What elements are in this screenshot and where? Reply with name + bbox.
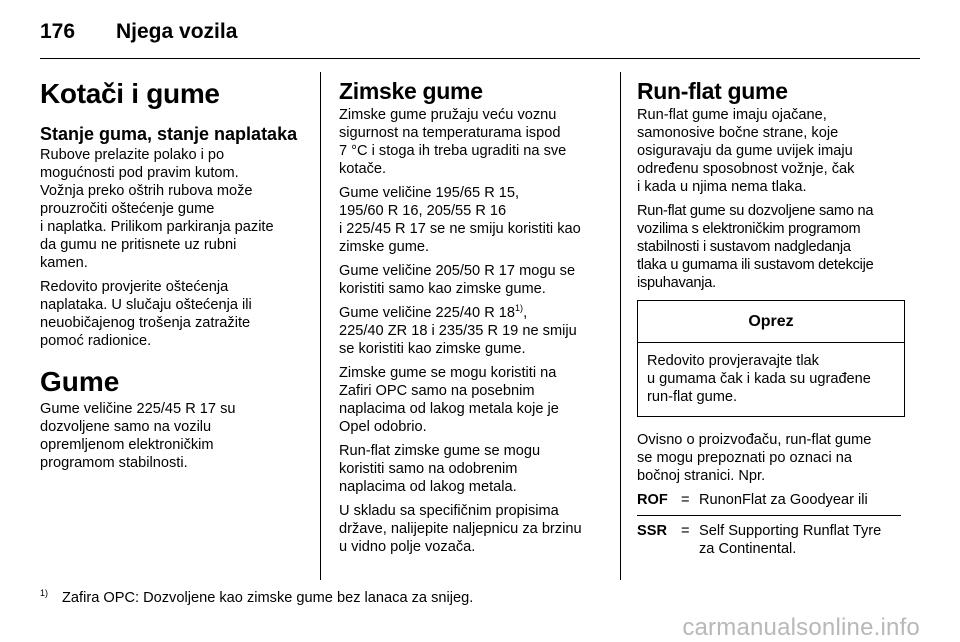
footnote xyxy=(40,590,473,606)
paragraph: Run-flat gume su dozvoljene samo na vozilima s elektroničkim programom stabilnosti i sustavom nadgledanja tlaka u gumama ili sustavom detekcije ispuhavanja. xyxy=(637,203,874,291)
paragraph-text: Gume veličine 225/40 R 18 xyxy=(339,305,516,321)
footnote-reference[interactable]: 1) xyxy=(515,303,524,314)
paragraph: Run-flat gume imaju ojačane, samonosive bočne strane, koje osiguravaju da gume uvijek imaju određenu sposobnost vožnje, čak i kada u njima nema tlaka. xyxy=(637,107,855,195)
footnote-text: Zafira OPC: Dozvoljene kao zimske gume bez lanaca za snijeg. xyxy=(62,590,474,606)
page-header xyxy=(40,20,237,44)
header-rule xyxy=(40,58,920,59)
column-1 xyxy=(40,78,310,478)
column-2 xyxy=(339,78,609,562)
column-divider-2 xyxy=(620,72,621,580)
column-3 xyxy=(637,78,905,563)
definition-row xyxy=(637,522,905,558)
paragraph: Zimske gume se mogu koristiti na Zafiri OPC samo na posebnim naplacima od lakog metala koje je Opel odobrio. xyxy=(339,365,559,435)
definition-term: ROF xyxy=(637,492,668,508)
subsection-heading-winter-tires: Zimske gume xyxy=(339,78,483,104)
paragraph-text: , 225/40 ZR 18 i 235/35 R 19 ne smiju se koristiti kao zimske gume. xyxy=(339,305,577,357)
subsection-heading-tire-condition: Stanje guma, stanje naplataka xyxy=(40,124,298,144)
paragraph: Run-flat zimske gume se mogu koristiti samo na odobrenim naplacima od lakog metala. xyxy=(339,443,541,495)
subsection-heading-run-flat-tires: Run-flat gume xyxy=(637,78,788,104)
definition-divider xyxy=(637,515,901,516)
definition-term: SSR xyxy=(637,523,668,539)
paragraph: U skladu sa specifičnim propisima države, nalijepite naljepnicu za brzinu u vidno polje vozača. xyxy=(339,503,582,555)
paragraph: Ovisno o proizvođaču, run-flat gume se mogu prepoznati po oznaci na bočnoj stranici. Npr. xyxy=(637,432,872,484)
section-title: Kotači i gume xyxy=(40,78,220,109)
paragraph: Rubove prelazite polako i po mogućnosti pod pravim kutom. Vožnja preko oštrih rubova može prouzročiti oštećenje gume i naplatka. Prilikom parkiranja pazite da gumu ne pritisnete uz rubni kamen. xyxy=(40,147,274,271)
definition-value: RunonFlat za Goodyear ili xyxy=(699,492,868,508)
definition-equals: = xyxy=(681,492,690,508)
definition-equals: = xyxy=(681,523,690,539)
footnote-mark: 1) xyxy=(40,588,49,599)
paragraph xyxy=(339,304,609,358)
paragraph: Redovito provjerite oštećenja naplataka. U slučaju oštećenja ili neuobičajenog trošenja zatražite pomoć radionice. xyxy=(40,279,252,349)
page-number: 176 xyxy=(40,20,76,43)
paragraph: Gume veličine 195/65 R 15, 195/60 R 16, 205/55 R 16 i 225/45 R 17 se ne smiju koristiti kao zimske gume. xyxy=(339,185,581,255)
paragraph: Gume veličine 225/45 R 17 su dozvoljene samo na vozilu opremljenom elektroničkim programom stabilnosti. xyxy=(40,401,236,471)
column-divider-1 xyxy=(320,72,321,580)
paragraph: Gume veličine 205/50 R 17 mogu se koristiti samo kao zimske gume. xyxy=(339,263,576,297)
paragraph: Zimske gume pružaju veću voznu sigurnost na temperaturama ispod 7 °C i stoga ih treba ugraditi na sve kotače. xyxy=(339,107,567,177)
watermark: carmanualsonline.info xyxy=(682,614,920,641)
caution-title: Oprez xyxy=(638,301,904,343)
caution-text: Redovito provjeravajte tlak u gumama čak i kada su ugrađene run-flat gume. xyxy=(647,353,871,405)
definition-value: Self Supporting Runflat Tyre za Continental. xyxy=(699,523,882,557)
subsection-heading-tires: Gume xyxy=(40,366,120,397)
definition-row xyxy=(637,491,905,509)
caution-box xyxy=(637,300,905,417)
chapter-title: Njega vozila xyxy=(116,20,238,43)
